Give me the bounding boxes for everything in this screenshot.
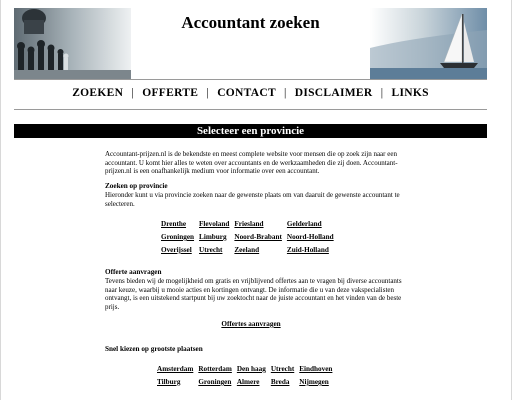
nav-divider	[14, 109, 487, 110]
province-link-noord-brabant[interactable]: Noord-Brabant	[234, 233, 282, 241]
province-row	[159, 219, 337, 232]
province-row	[159, 245, 337, 258]
province-link-groningen[interactable]: Groningen	[161, 233, 195, 241]
city-row	[155, 377, 335, 390]
offertes-aanvragen-link[interactable]: Offertes aanvragen	[221, 320, 281, 328]
province-link-friesland[interactable]: Friesland	[234, 220, 264, 228]
province-link-zeeland[interactable]: Zeeland	[234, 246, 260, 254]
province-link-utrecht[interactable]: Utrecht	[199, 246, 223, 254]
nav-contact[interactable]: CONTACT	[217, 87, 276, 99]
city-link-groningen[interactable]: Groningen	[198, 378, 232, 386]
zoeken-text: Hieronder kunt u via provincie zoeken naar de gewenste plaats om van daaruit de gewenste accountant te selecteren.	[105, 191, 400, 208]
offerte-title: Offerte aanvragen	[105, 268, 162, 276]
header-divider	[14, 79, 487, 80]
intro-text: Accountant-prijzen.nl is de bekendste en meest complete website voor mensen die op zoek zijn naar een accountant. U komt hier alles te weten over accountants en de werkzaamheden die zij doen. Accountant-prijzen.nl is een onafhankelijk medium voor informatie over een accountant.	[105, 150, 398, 175]
chess-pieces-icon	[14, 8, 131, 80]
offerte-text: Tevens bieden wij de mogelijkheid om gratis en vrijblijvend offertes aan te vragen bij diverse accountants naar keuze, waarbij u mooie acties en kortingen ontvangt. De informatie die u van deze vakspecialisten ontvangt, is een uitstekend startpunt bij uw zoektocht naar de juiste accountant en het vinden van de beste prijs.	[105, 277, 402, 311]
city-row	[155, 364, 335, 377]
nav-separator: |	[283, 87, 287, 99]
province-link-zuid-holland[interactable]: Zuid-Holland	[286, 246, 329, 254]
province-link-limburg[interactable]: Limburg	[199, 233, 227, 241]
zoeken-title: Zoeken op provincie	[105, 182, 168, 190]
province-link-overijssel[interactable]: Overijssel	[161, 246, 192, 254]
header-banner	[14, 8, 487, 80]
nav-separator: |	[131, 87, 135, 99]
nav-separator: |	[206, 87, 210, 99]
main-nav	[14, 87, 487, 99]
province-header-bar: Selecteer een provincie	[14, 124, 487, 138]
province-link-flevoland[interactable]: Flevoland	[199, 220, 230, 228]
nav-separator: |	[380, 87, 384, 99]
offerte-link-wrap	[105, 320, 397, 328]
nav-links[interactable]: LINKS	[391, 87, 429, 99]
sailboat-icon	[370, 8, 487, 80]
city-link-den-haag[interactable]: Den haag	[236, 365, 266, 373]
city-link-rotterdam[interactable]: Rotterdam	[198, 365, 232, 373]
nav-offerte[interactable]: OFFERTE	[142, 87, 199, 99]
nav-disclaimer[interactable]: DISCLAIMER	[294, 87, 373, 99]
city-link-almere[interactable]: Almere	[236, 378, 260, 386]
city-link-eindhoven[interactable]: Eindhoven	[299, 365, 333, 373]
city-link-tilburg[interactable]: Tilburg	[157, 378, 181, 386]
snel-kiezen-title: Snel kiezen op grootste plaatsen	[105, 345, 203, 353]
nav-zoeken[interactable]: ZOEKEN	[72, 87, 124, 99]
city-table	[155, 364, 335, 390]
city-link-breda[interactable]: Breda	[270, 378, 290, 386]
province-table	[159, 219, 337, 258]
province-link-gelderland[interactable]: Gelderland	[286, 220, 322, 228]
city-link-nijmegen[interactable]: Nijmegen	[299, 378, 329, 386]
city-link-utrecht[interactable]: Utrecht	[270, 365, 295, 373]
province-row	[159, 232, 337, 245]
city-link-amsterdam[interactable]: Amsterdam	[157, 365, 194, 373]
province-link-drenthe[interactable]: Drenthe	[161, 220, 187, 228]
site-title: Accountant zoeken	[181, 13, 320, 32]
province-link-noord-holland[interactable]: Noord-Holland	[286, 233, 334, 241]
